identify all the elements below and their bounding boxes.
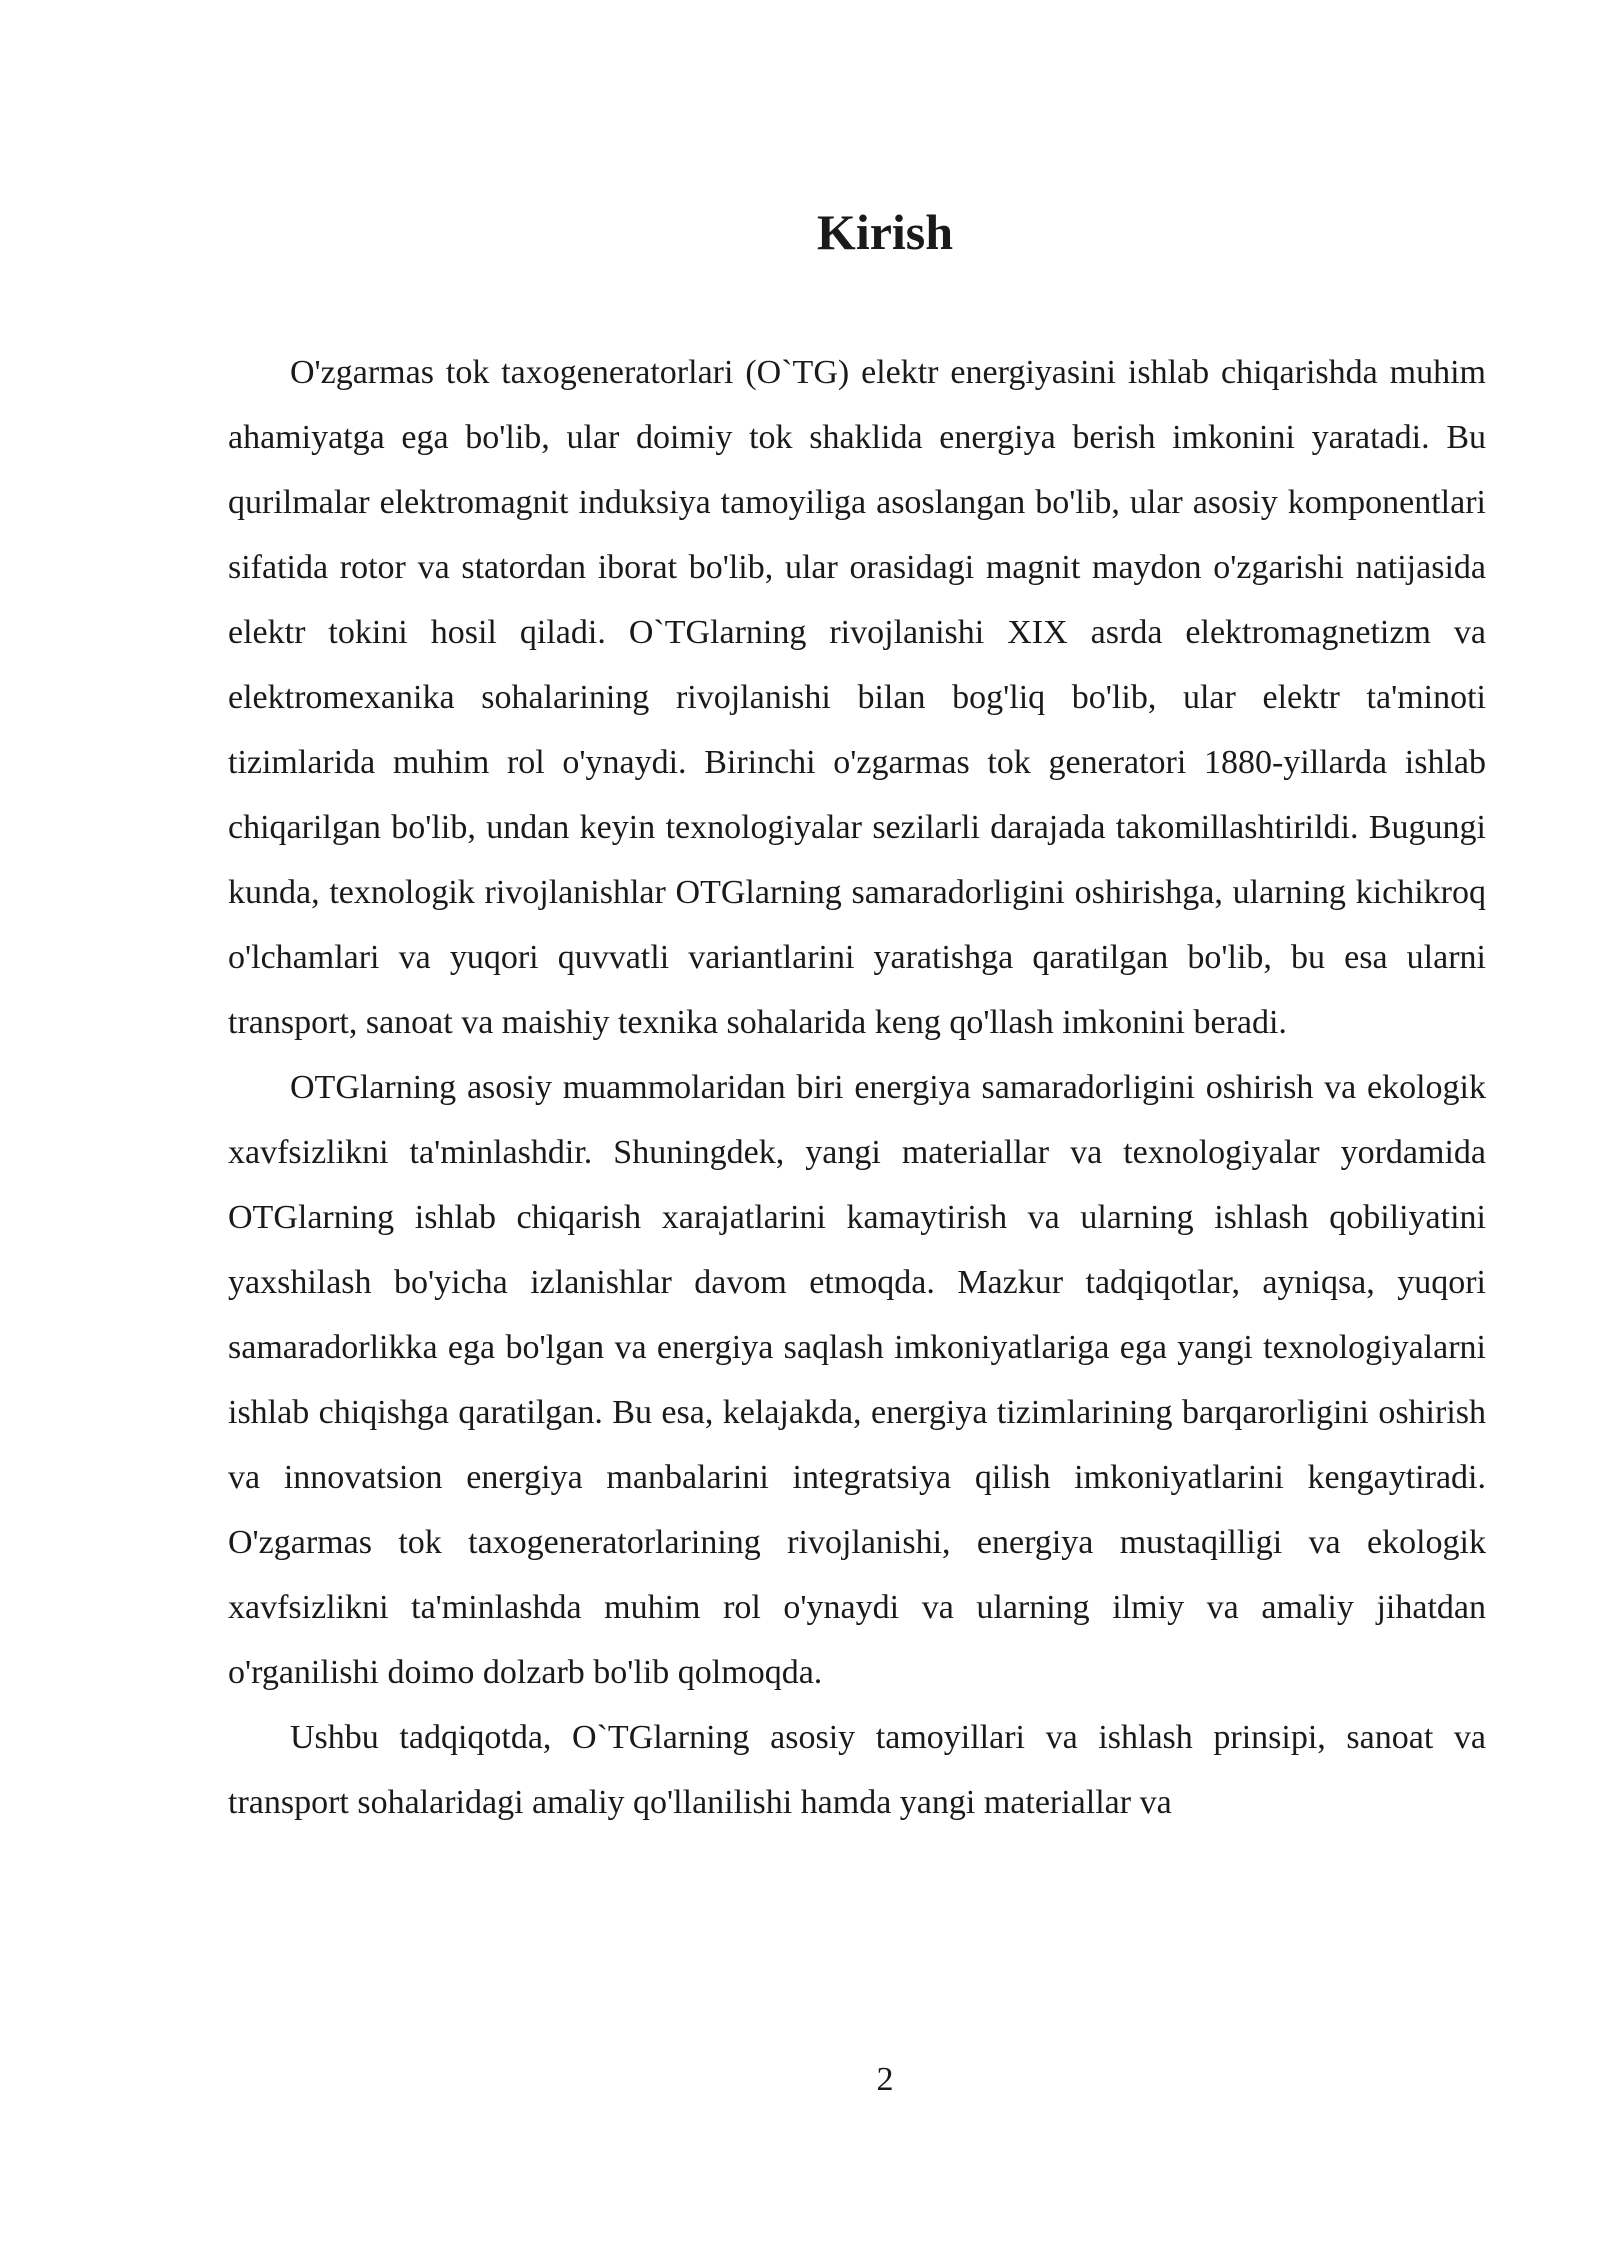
paragraph: OTGlarning asosiy muammolaridan biri energiya samaradorligini oshirish va ekologik xavfsizlikni ta'minlashdir. Shuningdek, yangi materiallar va texnologiyalar yordamida OTGlarning ishlab chiqarish xarajatlarini kamaytirish va ularning ishlash qobiliyatini yaxshilash bo'yicha izlanishlar davom etmoqda. Mazkur tadqiqotlar, ayniqsa, yuqori samaradorlikka ega bo'lgan va energiya saqlash imkoniyatlariga ega yangi texnologiyalarni ishlab chiqishga qaratilgan. Bu esa, kelajakda, energiya tizimlarining barqarorligini oshirish va innovatsion energiya manbalarini integratsiya qilish imkoniyatlarini kengaytiradi. O'zgarmas tok taxogeneratorlarining rivojlanishi, energiya mustaqilligi va ekologik xavfsizlikni ta'minlashda muhim rol o'ynaydi va ularning ilmiy va amaliy jihatdan o'rganilishi doimo dolzarb bo'lib qolmoqda. (228, 1069, 1486, 1691)
page-number: 2 (876, 2061, 894, 2098)
paragraph: Ushbu tadqiqotda, O`TGlarning asosiy tamoyillari va ishlash prinsipi, sanoat va transport sohalaridagi amaliy qo'llanilishi hamda yangi materiallar va (228, 1719, 1486, 1821)
paragraph: O'zgarmas tok taxogeneratorlari (O`TG) elektr energiyasini ishlab chiqarishda muhim ahamiyatga ega bo'lib, ular doimiy tok shaklida energiya berish imkonini yaratadi. Bu qurilmalar elektromagnit induksiya tamoyiliga asoslangan bo'lib, ular asosiy komponentlari sifatida rotor va statordan iborat bo'lib, ular orasidagi magnit maydon o'zgarishi natijasida elektr tokini hosil qiladi. O`TGlarning rivojlanishi XIX asrda elektromagnetizm va elektromexanika sohalarining rivojlanishi bilan bog'liq bo'lib, ular elektr ta'minoti tizimlarida muhim rol o'ynaydi. Birinchi o'zgarmas tok generatori 1880-yillarda ishlab chiqarilgan bo'lib, undan keyin texnologiyalar sezilarli darajada takomillashtirildi. Bugungi kunda, texnologik rivojlanishlar OTGlarning samaradorligini oshirishga, ularning kichikroq o'lchamlari va yuqori quvvatli variantlarini yaratishga qaratilgan bo'lib, bu esa ularni transport, sanoat va maishiy texnika sohalarida keng qo'llash imkonini beradi. (228, 354, 1486, 1041)
page-title: Kirish (816, 204, 954, 260)
body-text (228, 340, 1486, 1835)
